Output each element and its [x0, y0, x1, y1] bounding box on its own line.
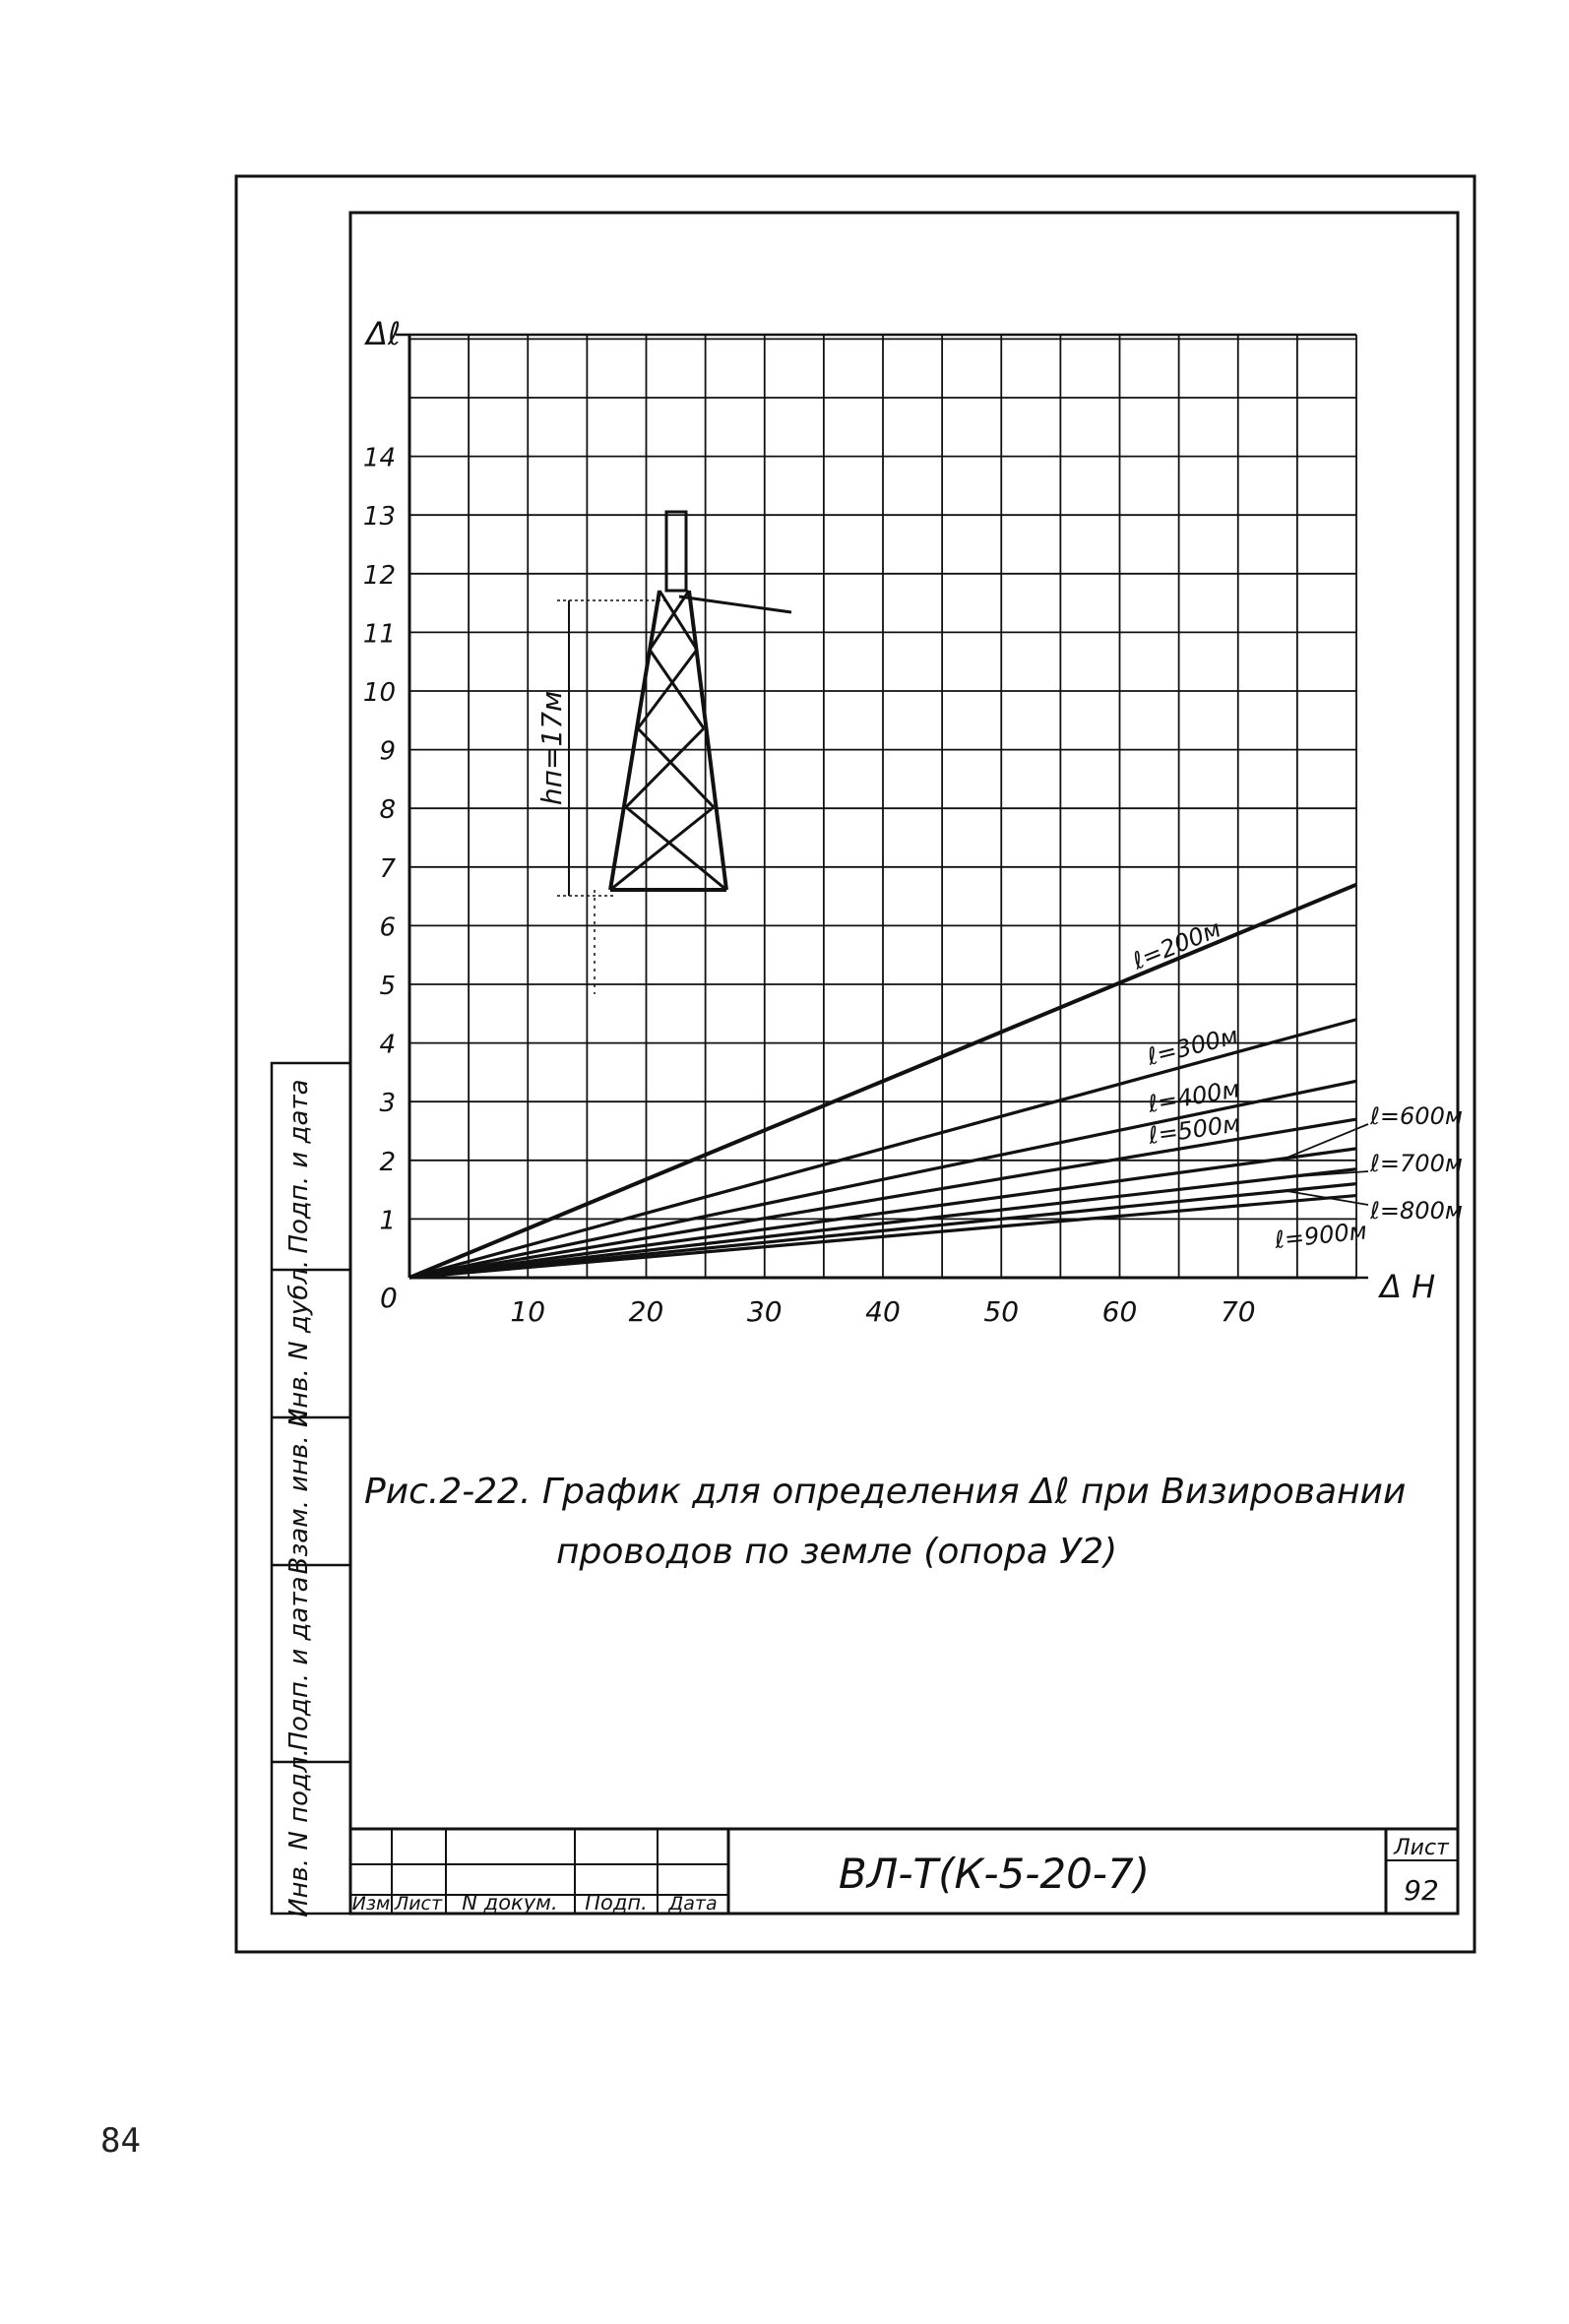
col-izm: Изм — [351, 1893, 391, 1915]
y-tick-label: 4 — [379, 1030, 396, 1060]
y-tick-label: 7 — [379, 853, 396, 884]
y-tick-label: 1 — [379, 1206, 396, 1236]
y-tick-label: 3 — [379, 1089, 396, 1119]
chart — [363, 315, 1463, 1328]
inner-frame — [350, 213, 1458, 1914]
series-label: ℓ=400м — [1146, 1075, 1242, 1118]
y-tick-label: 8 — [379, 795, 396, 826]
y-tick-label: 13 — [362, 502, 396, 533]
stamp-inv-orig: Инв. N подл. — [284, 1748, 314, 1917]
series-label: ℓ=900м — [1273, 1217, 1369, 1254]
col-date: Дата — [668, 1893, 718, 1915]
y-tick-label: 5 — [379, 972, 396, 1001]
x-tick-label: 40 — [865, 1295, 901, 1328]
tower-height-label: hп=17м — [535, 690, 568, 806]
sheet-number: 92 — [1404, 1874, 1439, 1907]
y-axis-label: Δℓ — [366, 315, 402, 352]
origin-label: 0 — [380, 1282, 398, 1314]
y-tick-label: 2 — [379, 1147, 396, 1177]
y-tick-label: 11 — [362, 619, 396, 650]
stamp-replace-inv: Взам. инв. N — [284, 1408, 314, 1575]
x-tick-label: 10 — [510, 1295, 546, 1328]
y-tick-label: 10 — [362, 678, 396, 708]
x-tick-label: 50 — [983, 1295, 1020, 1328]
designation: ВЛ-Т(К-5-20-7) — [838, 1850, 1151, 1898]
page-number: 84 — [100, 2121, 141, 2161]
series-label: ℓ=500м — [1146, 1109, 1242, 1150]
side-stamp — [272, 1063, 350, 1917]
series-label: ℓ=800м — [1370, 1197, 1463, 1225]
col-sign: Подп. — [585, 1891, 648, 1915]
x-tick-label: 20 — [628, 1295, 664, 1328]
stamp-sign-date-1: Подп. и дата — [284, 1576, 314, 1751]
series-label: ℓ=300м — [1144, 1021, 1241, 1071]
x-tick-label: 60 — [1101, 1295, 1138, 1328]
caption-line-1: Рис.2-22. График для определения Δℓ при Визировании — [364, 1472, 1407, 1512]
series-label: ℓ=600м — [1370, 1102, 1463, 1130]
outer-frame — [236, 176, 1475, 1952]
sheet-label: Лист — [1394, 1836, 1449, 1860]
caption-line-2: проводов по земле (опора У2) — [556, 1532, 1118, 1572]
col-list: Лист — [394, 1893, 443, 1915]
stamp-sign-date-2: Подп. и дата — [284, 1079, 314, 1254]
col-doc: N докум. — [462, 1891, 558, 1915]
x-tick-label: 70 — [1220, 1295, 1256, 1328]
series-label: ℓ=700м — [1370, 1150, 1463, 1177]
x-tick-label: 30 — [746, 1295, 783, 1328]
y-tick-label: 6 — [379, 912, 396, 943]
stamp-inv-dup: Инв. N дубл. — [284, 1259, 314, 1428]
x-axis-label: Δ H — [1380, 1268, 1436, 1305]
tower-sketch — [535, 512, 791, 994]
series-label: ℓ=200м — [1128, 914, 1225, 975]
y-tick-label: 14 — [362, 443, 396, 473]
title-block — [350, 1829, 1458, 1915]
y-tick-label: 12 — [362, 560, 396, 591]
y-tick-label: 9 — [379, 736, 396, 767]
